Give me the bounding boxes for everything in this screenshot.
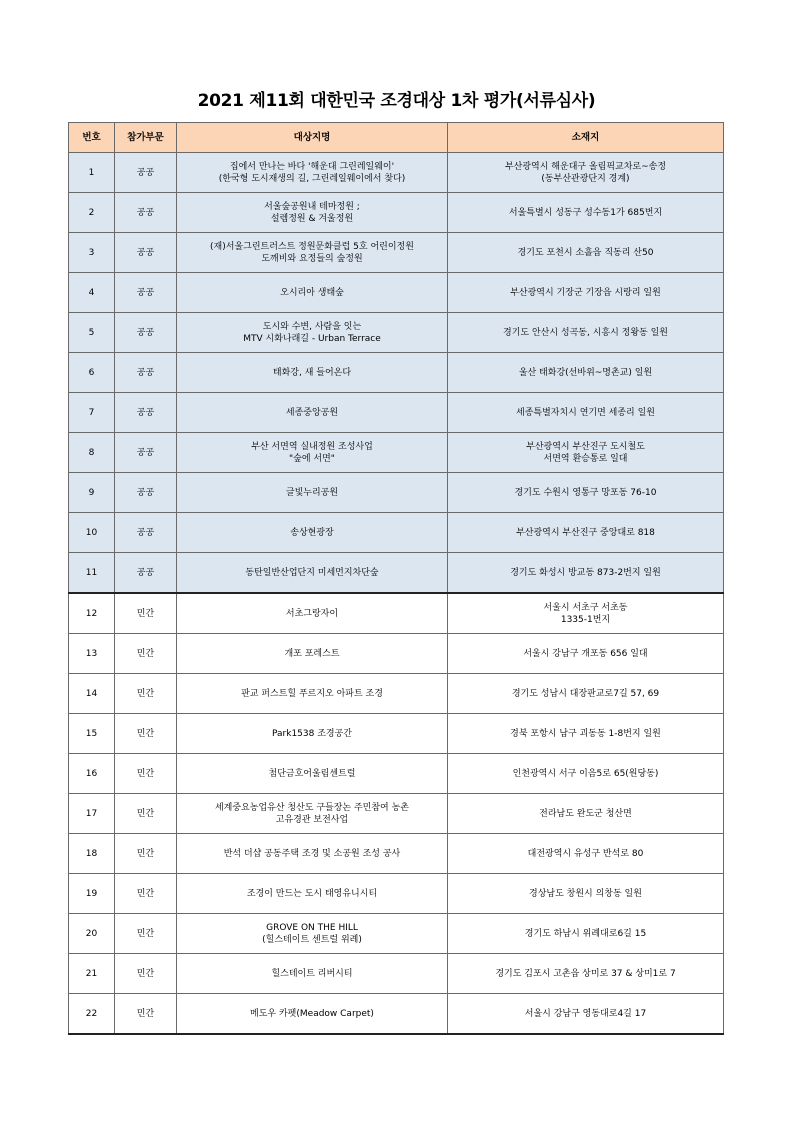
- cell-site: [177, 794, 448, 834]
- location-line: 경북 포항시 남구 괴동동 1-8번지 일원: [510, 728, 661, 739]
- table-row: [69, 954, 724, 994]
- cell-number: 9: [69, 473, 115, 513]
- site-line: 설렘정원 & 겨울정원: [270, 213, 354, 224]
- cell-location: [448, 273, 724, 313]
- cell-site: [177, 233, 448, 273]
- location-line: 서울시 서초구 서초동: [543, 602, 628, 613]
- location-line: 경기도 성남시 대장판교로7길 57, 69: [511, 688, 660, 699]
- table-row: [69, 994, 724, 1035]
- table-row: [69, 353, 724, 393]
- cell-category: 공공: [115, 233, 177, 273]
- cell-location: [448, 553, 724, 594]
- cell-category: 민간: [115, 874, 177, 914]
- cell-category: 민간: [115, 994, 177, 1035]
- cell-number: 2: [69, 193, 115, 233]
- cell-location: [448, 513, 724, 553]
- cell-site: [177, 473, 448, 513]
- cell-number: 20: [69, 914, 115, 954]
- cell-category: 민간: [115, 834, 177, 874]
- column-header-number: 번호: [69, 123, 115, 153]
- location-line: 부산광역시 기장군 기장읍 시랑리 일원: [510, 287, 661, 298]
- table-row: [69, 593, 724, 634]
- location-line: (동부산관광단지 경계): [541, 173, 630, 184]
- cell-category: 공공: [115, 513, 177, 553]
- cell-location: [448, 634, 724, 674]
- site-line: GROVE ON THE HILL: [266, 922, 358, 933]
- cell-number: 15: [69, 714, 115, 754]
- location-line: 서울특별시 성동구 성수동1가 685번지: [508, 207, 663, 218]
- location-line: 경기도 화성시 방교동 873-2번지 일원: [510, 567, 661, 578]
- table-row: [69, 674, 724, 714]
- cell-number: 14: [69, 674, 115, 714]
- cell-category: 공공: [115, 193, 177, 233]
- cell-category: 민간: [115, 593, 177, 634]
- site-line: 조경이 만드는 도시 태영유니시티: [246, 888, 378, 899]
- site-line: 태화강, 새 들어온다: [272, 367, 352, 378]
- cell-location: [448, 353, 724, 393]
- table-row: [69, 153, 724, 193]
- site-line: 송상현광장: [290, 527, 334, 538]
- cell-category: 공공: [115, 153, 177, 193]
- cell-site: [177, 553, 448, 594]
- site-line: 고유경관 보전사업: [275, 814, 349, 825]
- table-row: [69, 714, 724, 754]
- site-line: "숲에 서면": [289, 453, 335, 464]
- table-row: [69, 473, 724, 513]
- location-line: 부산광역시 해운대구 올림픽교차로~송정: [504, 161, 667, 172]
- cell-location: [448, 874, 724, 914]
- cell-category: 공공: [115, 553, 177, 594]
- cell-location: [448, 994, 724, 1035]
- cell-location: [448, 433, 724, 473]
- location-line: 1335-1번지: [560, 614, 611, 625]
- location-line: 세종특별자치시 연기면 세종리 일원: [516, 407, 655, 418]
- table-row: [69, 433, 724, 473]
- cell-site: [177, 714, 448, 754]
- cell-category: 민간: [115, 914, 177, 954]
- cell-location: [448, 393, 724, 433]
- site-line: 힐스테이트 리버시티: [271, 968, 353, 979]
- table-header-row: [69, 123, 724, 153]
- cell-site: [177, 954, 448, 994]
- site-line: 세계중요농업유산 청산도 구들장논 주민참여 농촌: [214, 802, 410, 813]
- location-line: 서울시 강남구 개포동 656 일대: [523, 648, 648, 659]
- site-line: Park1538 조경공간: [272, 728, 352, 739]
- site-line: 도시와 수변, 사람을 잇는: [262, 321, 362, 332]
- cell-location: [448, 834, 724, 874]
- column-header-location: 소재지: [448, 123, 724, 153]
- location-line: 전라남도 완도군 청산면: [539, 808, 632, 819]
- cell-number: 3: [69, 233, 115, 273]
- cell-category: 공공: [115, 433, 177, 473]
- site-line: 개포 포레스트: [284, 648, 340, 659]
- cell-site: [177, 313, 448, 353]
- table-row: [69, 794, 724, 834]
- cell-category: 공공: [115, 313, 177, 353]
- cell-number: 7: [69, 393, 115, 433]
- cell-location: [448, 754, 724, 794]
- site-line: 집에서 만나는 바다 '해운대 그린레일웨이': [229, 161, 395, 172]
- site-line: 부산 서면역 실내정원 조성사업: [251, 441, 373, 452]
- cell-number: 11: [69, 553, 115, 594]
- cell-number: 18: [69, 834, 115, 874]
- location-line: 경기도 안산시 성곡동, 시흥시 정왕동 일원: [503, 327, 668, 338]
- cell-location: [448, 473, 724, 513]
- table-row: [69, 634, 724, 674]
- location-line: 경기도 하남시 위례대로6길 15: [524, 928, 647, 939]
- site-line: 도깨비와 요정들의 숲정원: [261, 253, 363, 264]
- location-line: 대전광역시 유성구 반석로 80: [527, 848, 644, 859]
- cell-number: 5: [69, 313, 115, 353]
- table-body: [69, 153, 724, 1035]
- cell-category: 민간: [115, 674, 177, 714]
- location-line: 경기도 김포시 고촌읍 상미로 37 & 상미1로 7: [495, 968, 676, 979]
- cell-category: 민간: [115, 754, 177, 794]
- table-row: [69, 874, 724, 914]
- table-row: [69, 313, 724, 353]
- cell-location: [448, 714, 724, 754]
- table-row: [69, 193, 724, 233]
- cell-category: 공공: [115, 273, 177, 313]
- site-line: 세종중앙공원: [285, 407, 339, 418]
- cell-site: [177, 353, 448, 393]
- site-line: 서울숲공원내 테마정원 ;: [264, 201, 360, 212]
- column-header-site: 대상지명: [177, 123, 448, 153]
- site-line: (힐스테이트 센트럴 위례): [262, 934, 362, 945]
- cell-location: [448, 153, 724, 193]
- cell-site: [177, 674, 448, 714]
- cell-site: [177, 874, 448, 914]
- cell-site: [177, 273, 448, 313]
- cell-number: 17: [69, 794, 115, 834]
- cell-category: 공공: [115, 393, 177, 433]
- table-row: [69, 553, 724, 594]
- cell-number: 10: [69, 513, 115, 553]
- site-line: 오시리아 생태숲: [280, 287, 344, 298]
- cell-site: [177, 193, 448, 233]
- table-row: [69, 914, 724, 954]
- cell-site: [177, 994, 448, 1035]
- location-line: 경상남도 창원시 의창동 일원: [529, 888, 642, 899]
- cell-category: 공공: [115, 473, 177, 513]
- site-line: (한국형 도시재생의 길, 그린레일웨이에서 찾다): [218, 173, 406, 184]
- site-line: 동탄일반산업단지 미세먼지차단숲: [245, 567, 379, 578]
- cell-category: 민간: [115, 794, 177, 834]
- location-line: 부산광역시 부산진구 중앙대로 818: [516, 527, 655, 538]
- site-line: 반석 더샵 공동주택 조경 및 소공원 조성 공사: [223, 848, 401, 859]
- table-row: [69, 273, 724, 313]
- location-line: 경기도 수원시 영통구 망포동 76-10: [514, 487, 657, 498]
- cell-number: 1: [69, 153, 115, 193]
- cell-category: 민간: [115, 954, 177, 994]
- cell-number: 22: [69, 994, 115, 1035]
- site-line: 글빛누리공원: [285, 487, 339, 498]
- site-line: 메도우 카펫(Meadow Carpet): [250, 1008, 374, 1019]
- table-row: [69, 754, 724, 794]
- table-row: [69, 834, 724, 874]
- cell-location: [448, 674, 724, 714]
- location-line: 부산광역시 부산진구 도시철도: [526, 441, 645, 452]
- cell-location: [448, 954, 724, 994]
- cell-site: [177, 393, 448, 433]
- cell-site: [177, 433, 448, 473]
- location-line: 경기도 포천시 소흘읍 직동리 산50: [517, 247, 654, 258]
- cell-number: 12: [69, 593, 115, 634]
- cell-site: [177, 513, 448, 553]
- cell-location: [448, 193, 724, 233]
- cell-site: [177, 153, 448, 193]
- table-row: [69, 513, 724, 553]
- cell-number: 8: [69, 433, 115, 473]
- site-line: 판교 퍼스트힐 푸르지오 아파트 조경: [241, 688, 383, 699]
- location-line: 서울시 강남구 영동대로4길 17: [524, 1008, 647, 1019]
- cell-location: [448, 593, 724, 634]
- cell-number: 16: [69, 754, 115, 794]
- cell-site: [177, 754, 448, 794]
- cell-site: [177, 593, 448, 634]
- cell-number: 13: [69, 634, 115, 674]
- cell-location: [448, 794, 724, 834]
- site-line: (재)서울그린트러스트 정원문화클럽 5호 어린이정원: [210, 241, 414, 252]
- table-row: [69, 393, 724, 433]
- evaluation-table: [68, 122, 724, 1035]
- cell-location: [448, 914, 724, 954]
- location-line: 울산 태화강(선바위~명촌교) 일원: [518, 367, 653, 378]
- cell-number: 19: [69, 874, 115, 914]
- column-header-category: 참가부문: [115, 123, 177, 153]
- location-line: 인천광역시 서구 이음5로 65(원당동): [512, 768, 659, 779]
- cell-site: [177, 914, 448, 954]
- site-line: 첨단금호어울림센트럴: [268, 768, 356, 779]
- location-line: 서면역 환승통로 일대: [543, 453, 628, 464]
- cell-location: [448, 313, 724, 353]
- cell-category: 민간: [115, 634, 177, 674]
- cell-location: [448, 233, 724, 273]
- page-title: 2021 제11회 대한민국 조경대상 1차 평가(서류심사): [197, 91, 596, 111]
- table-row: [69, 233, 724, 273]
- cell-number: 4: [69, 273, 115, 313]
- cell-category: 공공: [115, 353, 177, 393]
- site-line: MTV 시화나래길 - Urban Terrace: [243, 333, 381, 344]
- cell-category: 민간: [115, 714, 177, 754]
- cell-number: 6: [69, 353, 115, 393]
- site-line: 서초그랑자이: [285, 608, 339, 619]
- cell-site: [177, 634, 448, 674]
- cell-number: 21: [69, 954, 115, 994]
- cell-site: [177, 834, 448, 874]
